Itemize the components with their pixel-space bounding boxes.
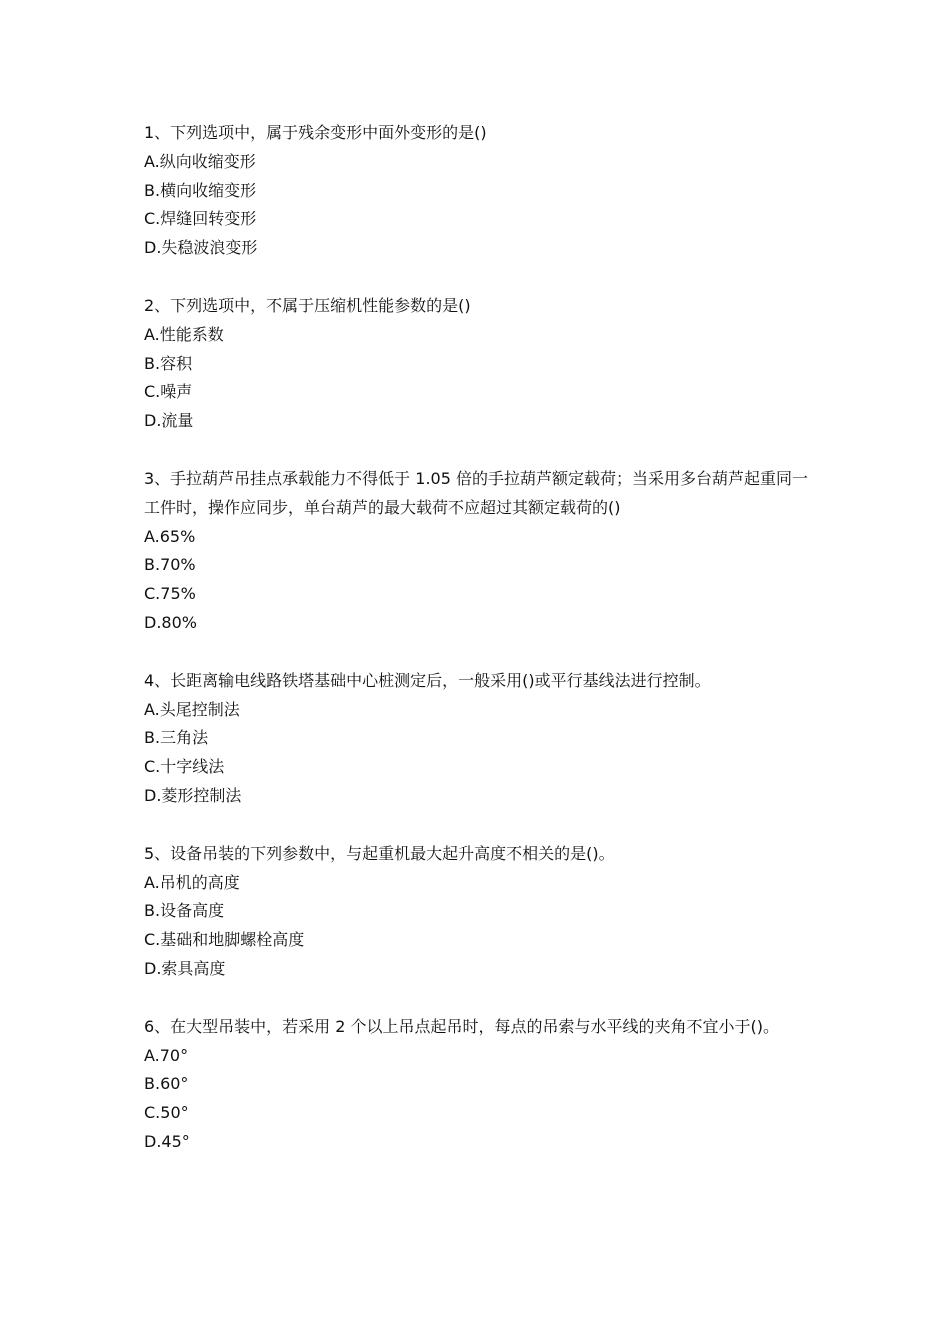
option-d: D.流量 [144, 411, 194, 431]
option-b: B.设备高度 [144, 901, 225, 921]
option-b: B.横向收缩变形 [144, 180, 257, 200]
option-b: B.容积 [144, 353, 193, 373]
question-2 [144, 292, 814, 436]
question-stem: 3、手拉葫芦吊挂点承载能力不得低于 1.05 倍的手拉葫芦额定载荷；当采用多台葫芦起重同一工件时，操作应同步，单台葫芦的最大载荷不应超过其额定载荷的() [144, 468, 808, 517]
option-a: A.70° [144, 1045, 189, 1065]
option-d: D.45° [144, 1131, 190, 1151]
question-stem: 2、下列选项中，不属于压缩机性能参数的是() [144, 295, 471, 315]
option-d: D.索具高度 [144, 958, 226, 978]
option-c: C.50° [144, 1103, 189, 1123]
option-c: C.焊缝回转变形 [144, 209, 257, 229]
option-a: A.吊机的高度 [144, 872, 240, 892]
option-a: A.头尾控制法 [144, 699, 240, 719]
option-d: D.菱形控制法 [144, 785, 242, 805]
question-3 [144, 465, 814, 638]
document-page [144, 119, 814, 1186]
option-a: A.纵向收缩变形 [144, 151, 256, 171]
question-6 [144, 1013, 814, 1157]
option-b: B.70% [144, 555, 196, 575]
question-5 [144, 840, 814, 984]
option-d: D.80% [144, 612, 197, 632]
question-1 [144, 119, 814, 263]
question-stem: 1、下列选项中，属于残余变形中面外变形的是() [144, 123, 487, 142]
option-c: C.75% [144, 584, 196, 604]
option-a: A.65% [144, 526, 196, 546]
option-b: B.三角法 [144, 728, 209, 748]
option-a: A.性能系数 [144, 324, 224, 344]
option-c: C.基础和地脚螺栓高度 [144, 930, 305, 950]
option-c: C.十字线法 [144, 757, 225, 777]
option-c: C.噪声 [144, 382, 193, 402]
question-stem: 4、长距离输电线路铁塔基础中心桩测定后，一般采用()或平行基线法进行控制。 [144, 670, 711, 690]
option-d: D.失稳波浪变形 [144, 238, 258, 258]
option-b: B.60° [144, 1074, 189, 1094]
question-4 [144, 667, 814, 811]
question-stem: 6、在大型吊装中，若采用 2 个以上吊点起吊时，每点的吊索与水平线的夹角不宜小于()。 [144, 1016, 780, 1036]
question-stem: 5、设备吊装的下列参数中，与起重机最大起升高度不相关的是()。 [144, 843, 615, 863]
